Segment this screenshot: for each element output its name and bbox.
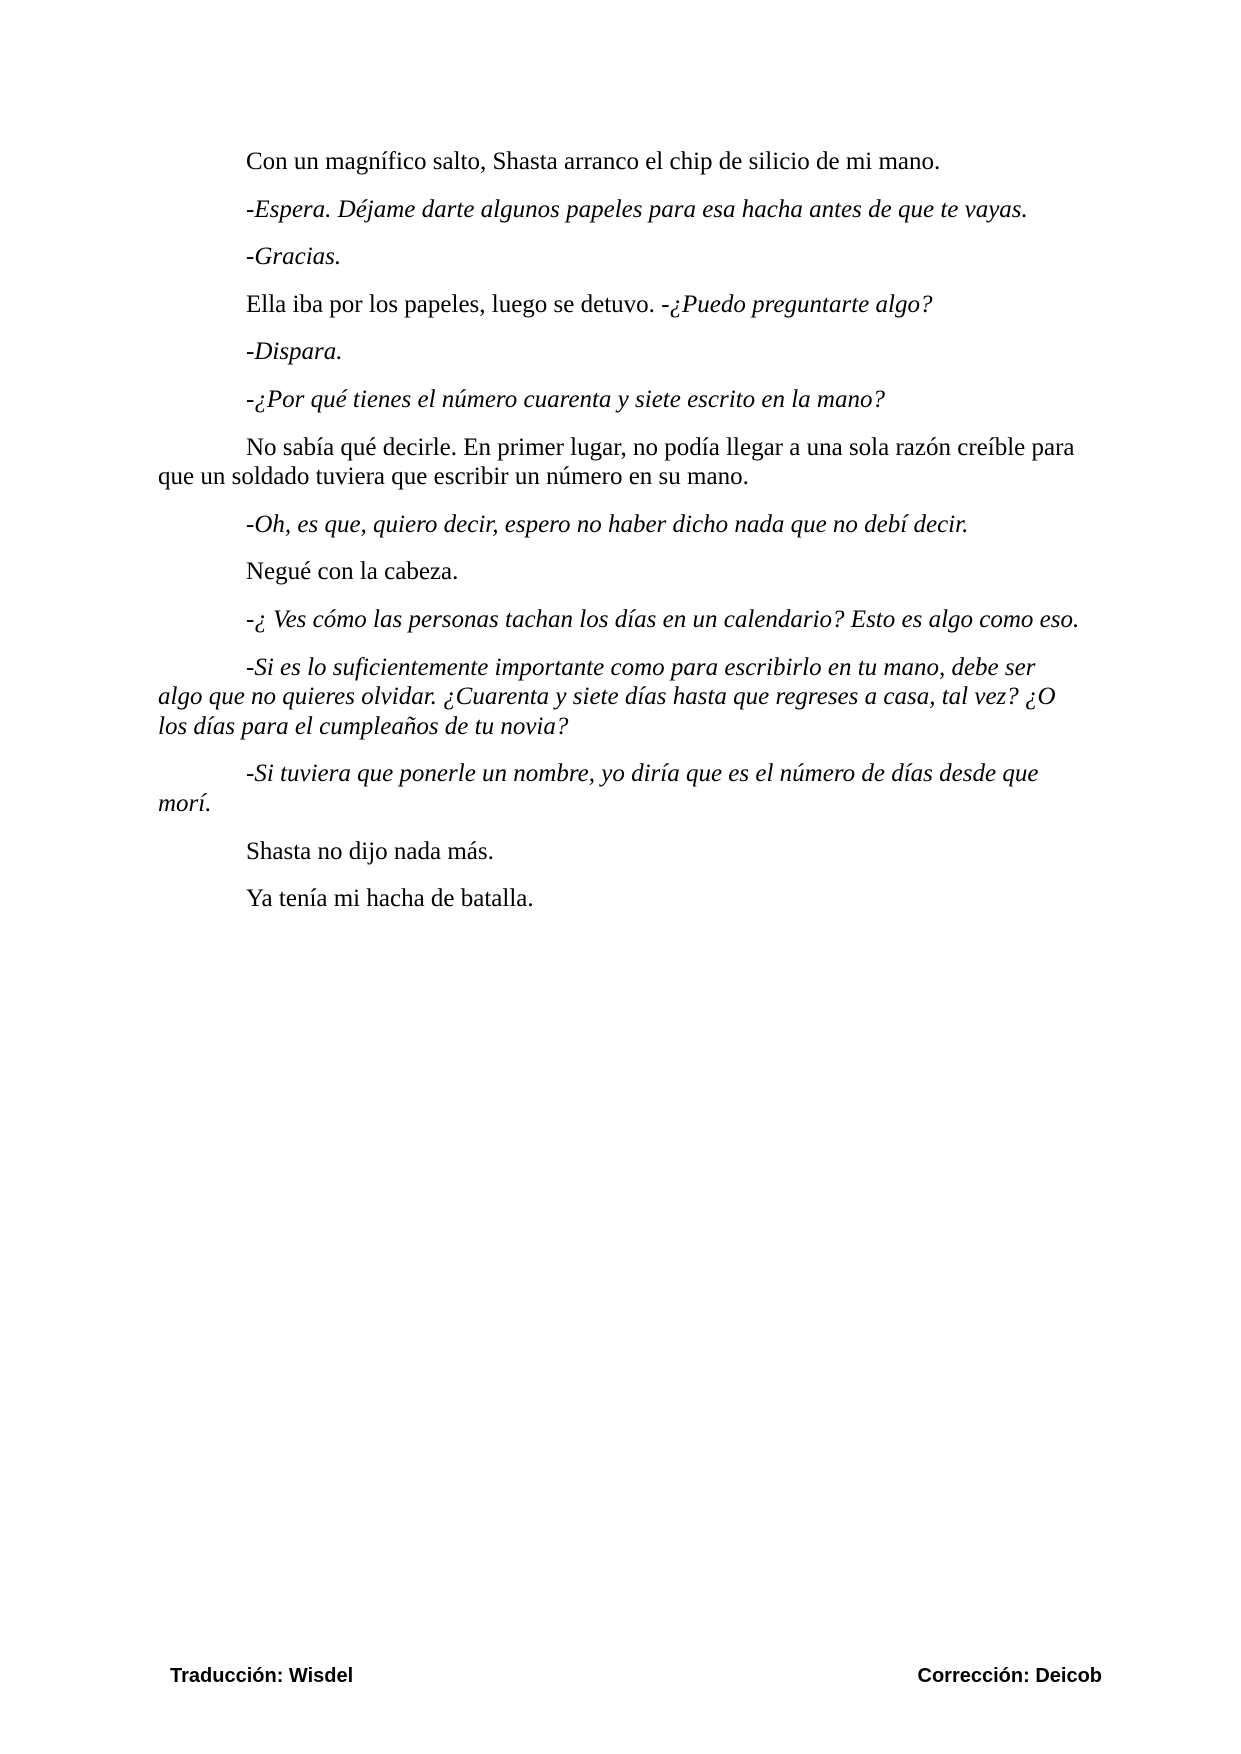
text-run: -Gracias. xyxy=(246,243,342,271)
paragraph xyxy=(158,385,1086,415)
text-run: -¿Por qué tienes el número cuarenta y siete escrito en la mano? xyxy=(246,385,885,413)
text-run: No sabía qué decirle. En primer lugar, no podía llegar a una sola razón creíble para que un soldado tuviera que escribir un número en su mano. xyxy=(158,433,1075,491)
page-footer xyxy=(170,1665,1102,1688)
text-run: Ya tenía mi hacha de batalla. xyxy=(246,885,534,913)
paragraph xyxy=(158,242,1086,272)
text-run: Shasta no dijo nada más. xyxy=(246,837,494,865)
text-run: -Si tuviera que ponerle un nombre, yo diría que es el número de días desde que morí. xyxy=(158,760,1039,817)
paragraph xyxy=(158,195,1086,225)
correction-credit: Corrección: Deicob xyxy=(917,1665,1102,1687)
paragraph xyxy=(158,290,1086,320)
paragraph xyxy=(158,837,1086,867)
text-run: -¿ Ves cómo las personas tachan los días en un calendario? Esto es algo como eso. xyxy=(246,605,1080,633)
paragraph xyxy=(158,337,1086,367)
text-run: -Espera. Déjame darte algunos papeles para esa hacha antes de que te vayas. xyxy=(246,195,1028,223)
paragraph xyxy=(158,759,1086,818)
paragraph xyxy=(158,653,1086,742)
text-run: -Si es lo suficientemente importante como para escribirlo en tu mano, debe ser algo que no quieres olvidar. ¿Cuarenta y siete días hasta que regreses a casa, tal vez? ¿O los días para el cumpleaños de tu novia? xyxy=(158,653,1056,740)
text-run: Negué con la cabeza. xyxy=(246,558,459,586)
text-run: Con un magnífico salto, Shasta arranco el chip de silicio de mi mano. xyxy=(246,148,941,175)
paragraph xyxy=(158,510,1086,540)
paragraph xyxy=(158,557,1086,587)
text-run: -¿Puedo preguntarte algo? xyxy=(661,290,933,318)
translation-credit: Traducción: Wisdel xyxy=(170,1665,354,1687)
text-run: -Oh, es que, quiero decir, espero no haber dicho nada que no debí decir. xyxy=(246,510,969,538)
paragraph xyxy=(158,433,1086,492)
paragraph xyxy=(158,147,1086,177)
paragraph xyxy=(158,605,1086,635)
paragraph xyxy=(158,884,1086,914)
document-body xyxy=(158,147,1086,932)
text-run: Ella iba por los papeles, luego se detuvo. xyxy=(246,290,662,318)
text-run: -Dispara. xyxy=(246,338,343,366)
